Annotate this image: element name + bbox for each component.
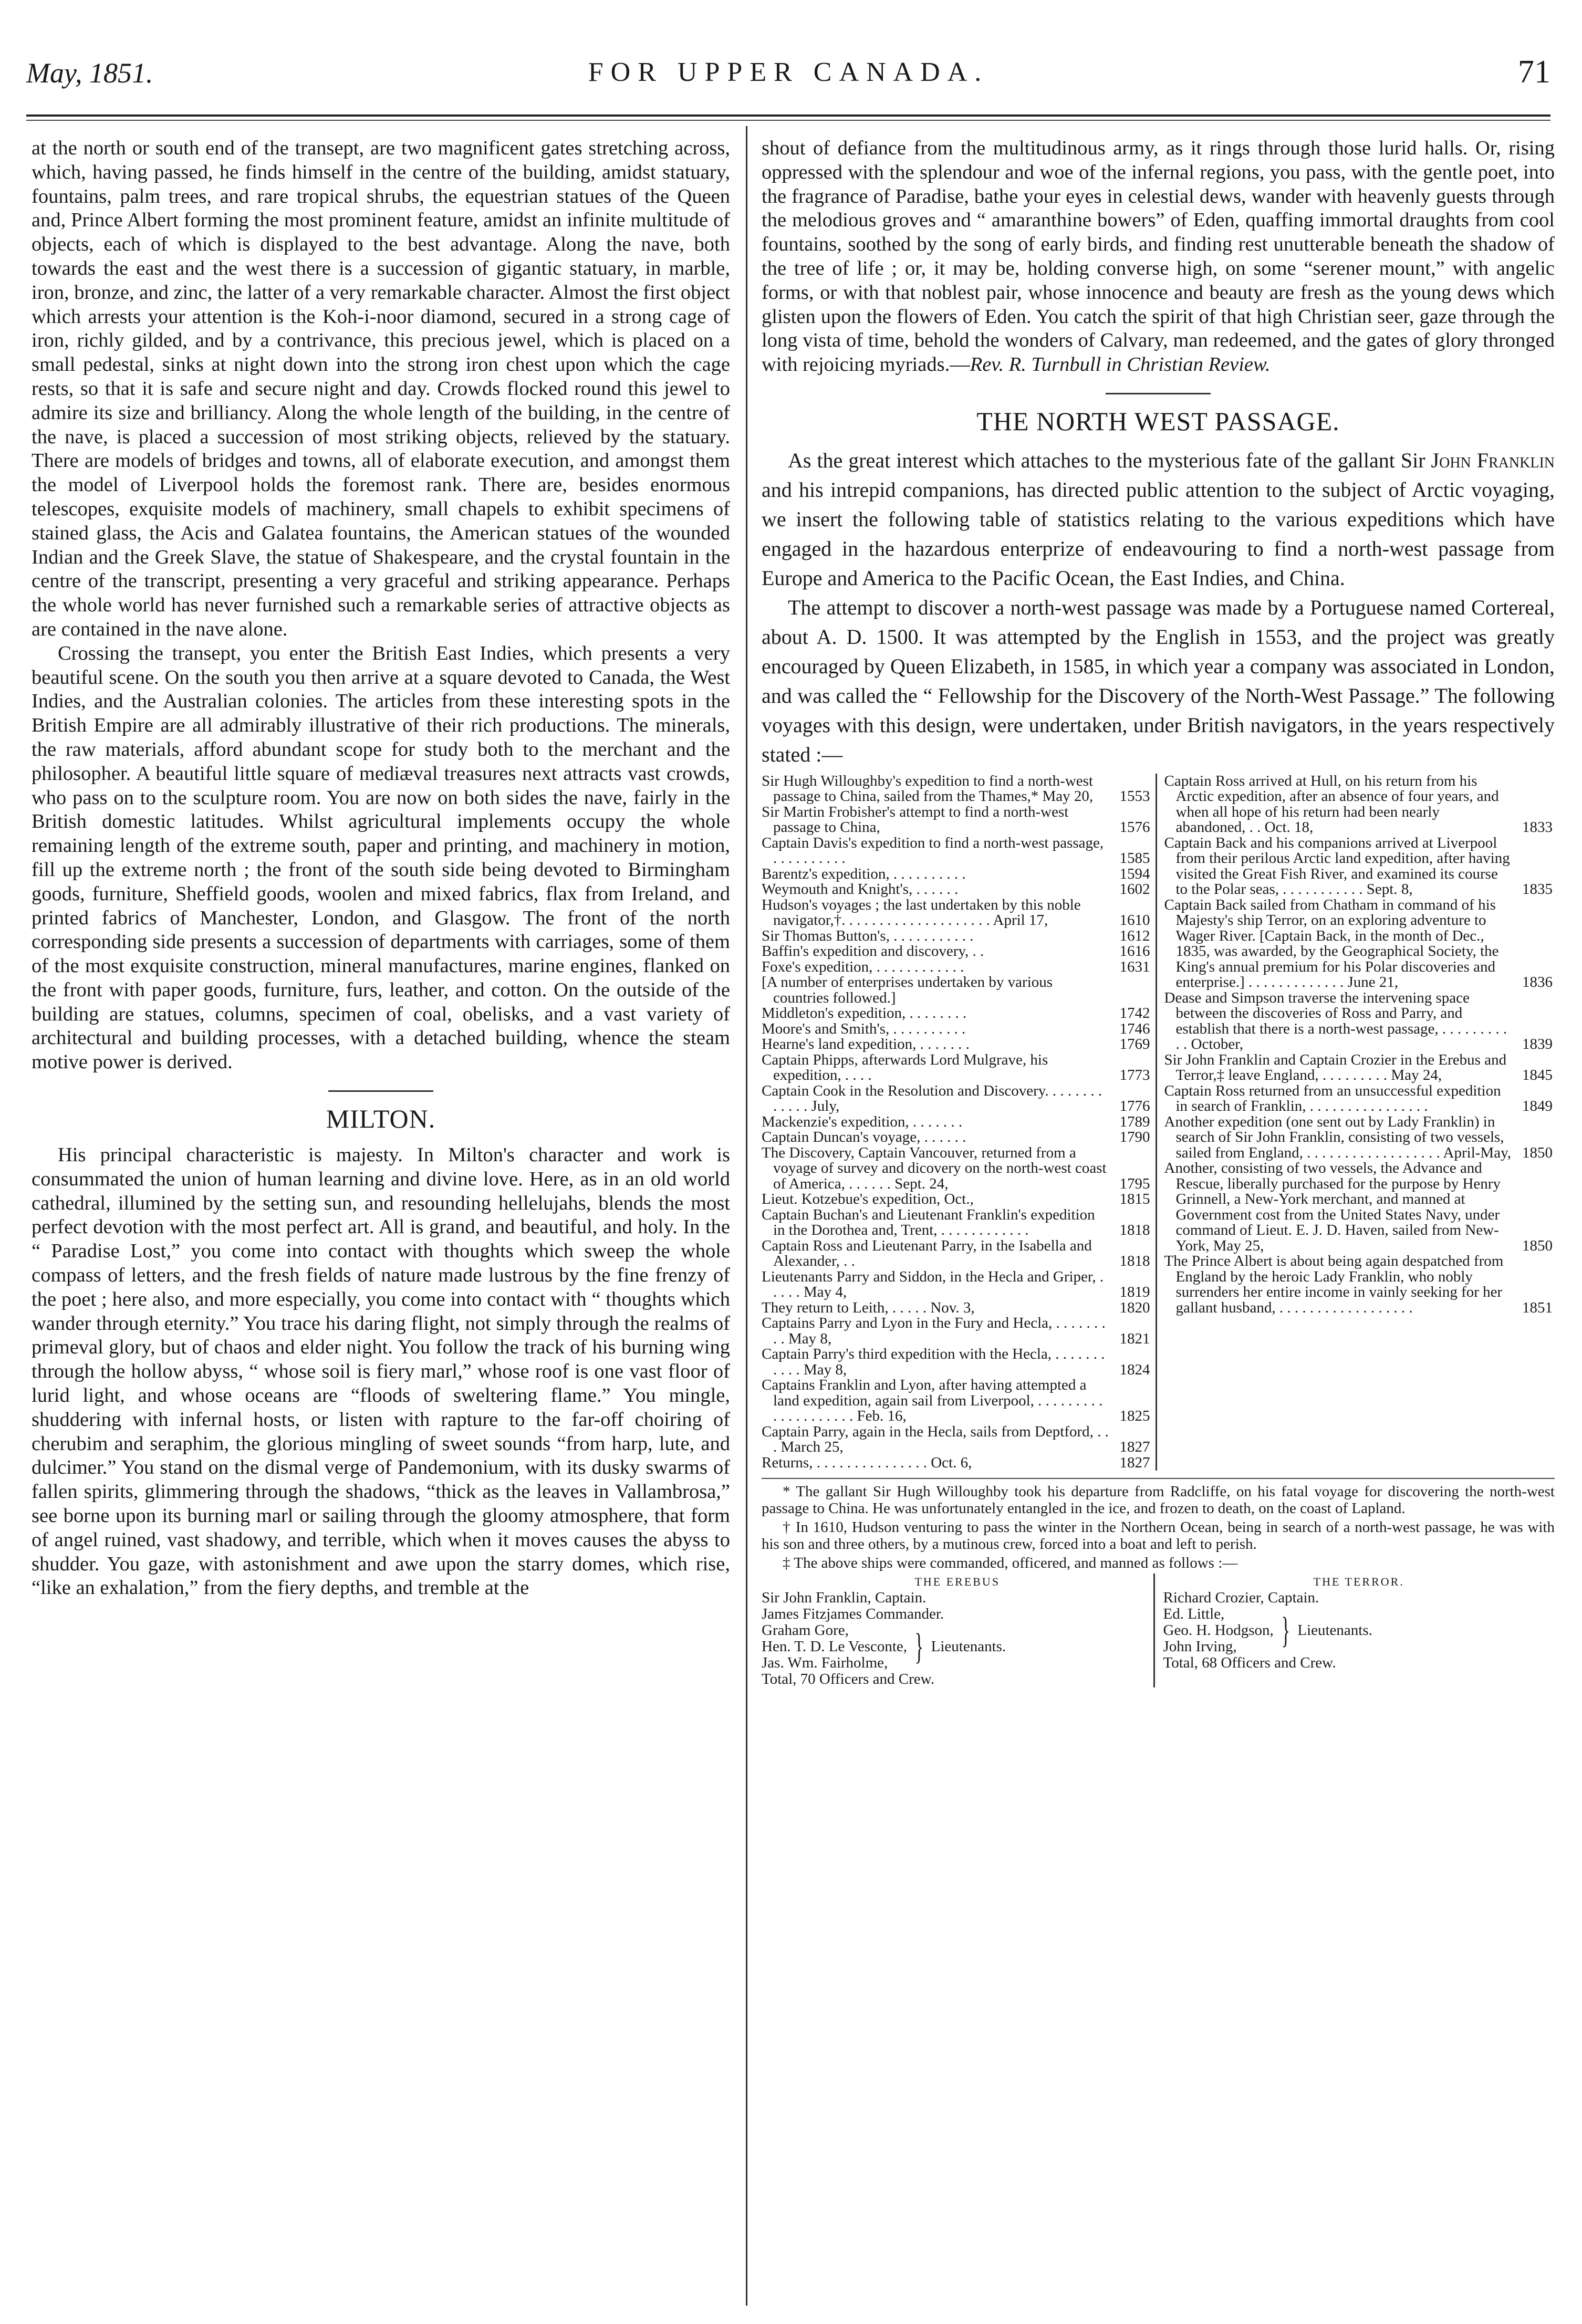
voyage-year: 1833	[1522, 819, 1553, 836]
erebus-crew	[762, 1573, 1153, 1687]
voyage-row	[762, 1052, 1150, 1083]
voyage-row	[762, 805, 1150, 836]
voyage-description: Captain Parry, again in the Hecla, sails from Deptford, . . . March 25,	[762, 1423, 1109, 1456]
milton-credit: Rev. R. Turnbull in Christian Review.	[970, 353, 1271, 376]
voyage-description: Sir Martin Frobisher's attempt to find a north-west passage to China,	[762, 803, 1069, 836]
voyage-description: Another expedition (one sent out by Lady Franklin) in search of Sir John Franklin, consisting of two vessels, sailed from England, . . . . . . . . . . . . . . . . . . April-May,	[1164, 1113, 1511, 1161]
voyage-row	[762, 929, 1150, 944]
voyages-table	[762, 774, 1555, 1471]
voyage-description: Sir John Franklin and Captain Crozier in the Erebus and Terror,‡ leave England, . . . . . . . . . May 24,	[1164, 1051, 1507, 1084]
voyage-row	[1164, 1114, 1553, 1161]
voyage-year: 1850	[1522, 1237, 1553, 1254]
voyage-row	[762, 1378, 1150, 1424]
voyage-row	[762, 1130, 1150, 1145]
voyage-row	[762, 774, 1150, 805]
voyage-year: 1746	[1119, 1020, 1150, 1037]
voyage-year: 1795	[1119, 1175, 1150, 1192]
voyage-description: Another, consisting of two vessels, the Advance and Rescue, liberally purchased for the purpose by Henry Grinnell, a New-York merchant, and manned at Government cost from the United States Navy, under command of Lieut. E. J. D. Haven, sailed from New-York, May 25,	[1164, 1160, 1501, 1254]
voyage-year: 1827	[1119, 1439, 1150, 1456]
voyage-description: Hearne's land expedition, . . . . . . .	[762, 1036, 970, 1053]
voyage-year: 1850	[1522, 1144, 1553, 1161]
voyage-row	[762, 1300, 1150, 1316]
voyage-description: [A number of enterprises undertaken by various countries followed.]	[762, 974, 1053, 1006]
voyage-description: Captain Ross and Lieutenant Parry, in the Isabella and Alexander, . .	[762, 1237, 1092, 1270]
header-rule	[26, 114, 1550, 117]
exhibition-paragraph-1: at the north or south end of the transept, are two magnificent gates stretching across, which, having passed, he finds himself in the centre of the building, amidst statuary, fountains, palm trees, and rare tropical shrubs, the equestrian statues of the Queen and, Prince Albert forming the most prominent feature, amidst an infinite multitude of objects, each of which is displayed to the best advantage. Along the nave, both towards the east and the west there is a succession of gigantic statuary, in marble, iron, bronze, and zinc, the latter of a very remarkable character. Almost the first object which arrests your attention is the Koh-i-noor diamond, secured in a strong cage of iron, richly gilded, and by a contrivance, this precious jewel, which is placed on a small pedestal, sinks at night down into the strong iron chest upon which the cage rests, so that it is safe and secure night and day. Crowds flocked round this jewel to admire its size and brilliancy. Along the whole length of the building, in the centre of the nave, is placed a succession of most striking objects, relieved by the statuary. There are models of bridges and towns, all of elaborate execution, and amongst them the model of Liverpool holds the foremost rank. There are, besides enormous telescopes, exquisite models of machinery, small chapels to exhibit specimens of stained glass, the Acis and Galatea fountains, the American statues of the wounded Indian and the Greek Slave, the statue of Shakespeare, and the crystal fountain in the centre of the transcript, presenting a very graceful and striking appearance. Perhaps the whole world has never furnished such a remarkable series of attractive objects as are contained in the nave alone.	[32, 137, 730, 640]
terror-captain: Richard Crozier, Captain.	[1163, 1589, 1319, 1607]
voyage-description: Dease and Simpson traverse the intervening space between the discoveries of Ross and Parry, and establish that there is a north-west passage, . . . . . . . . . . . October,	[1164, 989, 1507, 1053]
nwp-history-paragraph: The attempt to discover a north-west passage was made by a Portuguese named Cortereal, about A. D. 1500. It was attempted by the English in 1553, and the project was greatly encouraged by Queen Elizabeth, in 1585, in which year a company was associated in London, and was called the “ Fellowship for the Discovery of the North-West Passage.” The following voyages with this design, were undertaken, under British navigators, in the years respectively stated :—	[762, 595, 1555, 766]
voyage-year: 1818	[1119, 1253, 1150, 1270]
voyage-year: 1742	[1119, 1005, 1150, 1022]
voyage-description: Captain Parry's third expedition with the Hecla, . . . . . . . . . . . May 8,	[762, 1346, 1105, 1378]
erebus-lieutenants	[762, 1622, 1153, 1671]
right-column	[762, 137, 1555, 1687]
voyage-year: 1820	[1119, 1299, 1150, 1316]
voyage-description: Captains Franklin and Lyon, after having attempted a land expedition, again sail from Liverpool, . . . . . . . . . . . . . . . . . . . . Feb. 16,	[762, 1377, 1103, 1425]
voyage-row	[1164, 1161, 1553, 1254]
terror-crew	[1153, 1573, 1555, 1687]
voyage-year: 1849	[1522, 1098, 1553, 1115]
voyage-description: Middleton's expedition, . . . . . . . .	[762, 1005, 967, 1022]
voyage-year: 1631	[1119, 958, 1150, 975]
voyage-year: 1790	[1119, 1129, 1150, 1146]
voyage-year: 1835	[1522, 881, 1553, 898]
voyage-row	[762, 882, 1150, 898]
voyage-row	[762, 1207, 1150, 1238]
page-number: 71	[1518, 54, 1550, 90]
voyage-row	[1164, 1254, 1553, 1316]
voyage-description: Captains Parry and Lyon in the Fury and Hecla, . . . . . . . . . May 8,	[762, 1315, 1106, 1347]
voyage-year: 1845	[1522, 1067, 1553, 1084]
erebus-lieutenant: Jas. Wm. Fairholme,	[762, 1654, 888, 1672]
voyage-description: Weymouth and Knight's, . . . . . .	[762, 881, 959, 898]
voyage-row	[1164, 1083, 1553, 1114]
nwp-intro-text-a: As the great interest which attaches to the mysterious fate of the gallant Sir	[788, 448, 1431, 472]
exhibition-paragraph-2: Crossing the transept, you enter the British East Indies, which presents a very beautiful scene. On the south you then arrive at a square devoted to Canada, the West Indies, and the Australian colonies. The articles from these interesting spots in the British Empire are all admirably illustrative of their rich productions. The minerals, the raw materials, afford abundant scope for study both to the merchant and the philosopher. A beautiful little square of mediæval treasures next attracts vast crowds, who pass on to the sculpture room. You are now on both sides the nave, fairly in the British domestic latitudes. Whilst agricultural implements occupy the whole remaining length of the extreme south, paper and printing, and machinery in motion, fill up the extreme north ; the front of the south side being devoted to Birmingham goods, furniture, Sheffield goods, woolen and mixed fabrics, flax from Ireland, and printed fabrics of Manchester, London, and Glasgow. The front of the north corresponding side presents a succession of departments with carriages, some of them of the most exquisite construction, mineral manufactures, marine engines, flanked on the front with paper goods, furniture, furs, leather, and cotton. On the outside of the building are statues, columns, specimen of coal, obelisks, and a vast variety of architectural and building processes, with a detached building, whence the steam motive power is derived.	[32, 642, 730, 1074]
voyage-year: 1553	[1119, 788, 1150, 805]
erebus-lieutenants-label: Lieutenants.	[931, 1638, 1006, 1655]
voyage-description: Barentz's expedition, . . . . . . . . . .	[762, 865, 966, 882]
voyage-year: 1821	[1119, 1330, 1150, 1347]
north-west-passage-heading: THE NORTH WEST PASSAGE.	[976, 406, 1340, 436]
erebus-lieutenant: Hen. T. D. Le Vesconte,	[762, 1638, 908, 1655]
terror-lieutenants	[1163, 1606, 1555, 1655]
erebus-lieutenant: Graham Gore,	[762, 1622, 849, 1639]
voyage-row	[762, 1347, 1150, 1378]
brace-icon: }	[914, 1626, 924, 1667]
voyage-description: Hudson's voyages ; the last undertaken by this noble navigator,†. . . . . . . . . . . . . . . . . . . . April 17,	[762, 896, 1081, 929]
voyage-description: The Discovery, Captain Vancouver, returned from a voyage of survey and dicovery on the north-west coast of America, . . . . . . Sept. 24,	[762, 1144, 1107, 1192]
voyage-description: Sir Hugh Willoughby's expedition to find a north-west passage to China, sailed from the Thames,* May 20,	[762, 772, 1094, 805]
voyage-row	[762, 1455, 1150, 1471]
footnotes	[762, 1478, 1555, 1571]
voyage-row	[762, 1269, 1150, 1300]
voyage-year: 1824	[1119, 1361, 1150, 1378]
voyage-description: Captain Ross arrived at Hull, on his return from his Arctic expedition, after an absence of four years, and when all hope of his return had been nearly abandoned, . . Oct. 18,	[1164, 772, 1499, 836]
header-rule-thin	[26, 120, 1550, 121]
running-title: FOR UPPER CANADA.	[588, 57, 989, 87]
voyage-description: Mackenzie's expedition, . . . . . . .	[762, 1113, 963, 1130]
milton-continuation-text: shout of defiance from the multitudinous army, as it rings through those lurid halls. Or, rising oppressed with the splendour and woe of the infernal regions, you pass, with the gentle poet, into the fragrance of Paradise, bathe your eyes in celestial dews, wander with heavenly guests through the melodious groves and “ amaranthine bowers” of Eden, quaffing immortal draughts from cool fountains, soothed by the song of early birds, and finding rest unutterable beneath the shadow of the tree of life ; or, it may be, holding converse high, on some “serener mount,” with angelic forms, or with that noblest pair, whose innocence and beauty are fresh as the young dews which glisten upon the flowers of Eden. You catch the spirit of that high Christian seer, gaze through the long vista of time, behold the wonders of Calvary, man redeemed, and the gates of glory thronged with rejoicing myriads.—	[762, 137, 1555, 376]
footnote-hudson: † In 1610, Hudson venturing to pass the winter in the Northern Ocean, being in search of a north-west passage, he was with his son and three others, by a mutinous crew, forced into a boat and left to perish.	[762, 1519, 1555, 1553]
voyage-year: 1594	[1119, 865, 1150, 882]
voyage-description: Foxe's expedition, . . . . . . . . . . . .	[762, 958, 964, 975]
voyage-row	[1164, 836, 1553, 898]
nwp-intro-text-b: and his intrepid companions, has directed public attention to the subject of Arctic voyaging, we insert the following table of statistics relating to the various expeditions which have engaged in the hazardous enterprize of endeavouring to find a north-west passage from Europe and America to the Pacific Ocean, the East Indies, and China.	[762, 477, 1555, 590]
franklin-name: John Franklin	[1431, 448, 1555, 472]
voyage-description: Captain Ross returned from an unsuccessful expedition in search of Franklin, . . . . . . . . . . . . . . . .	[1164, 1082, 1501, 1115]
section-divider	[328, 1090, 433, 1092]
left-column	[32, 137, 730, 1600]
voyage-row	[762, 836, 1150, 867]
voyage-year: 1815	[1119, 1191, 1150, 1208]
voyage-year: 1789	[1119, 1113, 1150, 1130]
voyage-row	[1164, 1052, 1553, 1083]
terror-total: Total, 68 Officers and Crew.	[1163, 1654, 1336, 1672]
erebus-captain: Sir John Franklin, Captain.	[762, 1589, 927, 1607]
section-divider	[1106, 393, 1211, 394]
milton-continuation	[762, 137, 1555, 377]
voyage-row	[762, 1114, 1150, 1130]
brace-icon: }	[1281, 1610, 1290, 1651]
voyage-row	[762, 1022, 1150, 1037]
voyage-description: Captain Davis's expedition to find a north-west passage, . . . . . . . . . .	[762, 834, 1104, 867]
voyage-row	[762, 975, 1150, 1006]
voyage-row	[762, 898, 1150, 929]
voyage-year: 1776	[1119, 1098, 1150, 1115]
terror-lieutenant: John Irving,	[1163, 1638, 1237, 1655]
footnote-willoughby: * The gallant Sir Hugh Willoughby took his departure from Radcliffe, on his fatal voyage for discovering the north-west passage to China. He was unfortunately entangled in the ice, and frozen to death, on the coast of Lapland.	[762, 1483, 1555, 1517]
voyage-row	[762, 1006, 1150, 1022]
voyage-year: 1819	[1119, 1284, 1150, 1301]
voyage-row	[762, 1192, 1150, 1207]
page-header	[26, 47, 1550, 105]
voyage-year: 1576	[1119, 819, 1150, 836]
milton-heading: MILTON.	[326, 1104, 436, 1134]
terror-heading: THE TERROR.	[1313, 1575, 1404, 1589]
voyage-year: 1773	[1119, 1067, 1150, 1084]
voyage-description: Lieutenants Parry and Siddon, in the Hecla and Griper, . . . . . May 4,	[762, 1268, 1104, 1301]
terror-lieutenants-label: Lieutenants.	[1297, 1622, 1372, 1639]
voyage-row	[762, 960, 1150, 975]
voyage-year: 1825	[1119, 1408, 1150, 1425]
voyage-row	[762, 1316, 1150, 1347]
voyage-description: Sir Thomas Button's, . . . . . . . . . . .	[762, 927, 974, 944]
voyage-row	[1164, 774, 1553, 836]
voyage-description: Captain Buchan's and Lieutenant Franklin's expedition in the Dorothea and, Trent, . . . . . . . . . . . .	[762, 1206, 1095, 1239]
voyage-description: Lieut. Kotzebue's expedition, Oct.,	[762, 1191, 974, 1208]
voyage-year: 1851	[1522, 1299, 1553, 1316]
erebus-commander: James Fitzjames Commander.	[762, 1606, 944, 1623]
voyage-description: Baffin's expedition and discovery, . .	[762, 943, 984, 960]
voyage-row	[1164, 898, 1553, 991]
erebus-heading: THE EREBUS	[914, 1575, 1001, 1589]
voyage-description: Returns, . . . . . . . . . . . . . . . Oct. 6,	[762, 1454, 972, 1471]
voyage-year: 1610	[1119, 912, 1150, 929]
voyage-description: The Prince Albert is about being again despatched from England by the heroic Lady Franklin, who nobly surrenders her entire income in vainly seeking for her gallant husband, . . . . . . . . . . . . . . . . . .	[1164, 1253, 1504, 1316]
voyages-column-left	[762, 774, 1156, 1471]
voyage-description: Captain Duncan's voyage, . . . . . .	[762, 1129, 966, 1146]
milton-paragraph: His principal characteristic is majesty. In Milton's character and work is consummated the union of human learning and divine love. Here, as in an old world cathedral, illumined by the setting sun, and resounding hellelujahs, blends the most perfect devotion with the most perfect art. All is grand, and beautiful, and holy. In the “ Paradise Lost,” you come into contact with thoughts which sweep the whole compass of letters, and the fresh fields of nature made lustrous by the fine frenzy of the poet ; here also, and more especially, you come into contact with “ thoughts which wander through eternity.” You trace his daring flight, not simply through the realms of primeval glory, but of chaos and elder night. You follow the track of his burning wing through the hollow abyss, “ whose soil is fiery marl,” whose roof is one vast floor of lurid light, and whose oceans are “floods of sweltering flame.” You mingle, shuddering with infernal hosts, or listen with rapture to the far-off choiring of cherubim and seraphim, the glorious mingling of sweet sounds “from harp, lute, and dulcimer.” You stand on the dismal verge of Pandemonium, with its dusky swarms of fallen spirits, glimmering through the shadows, “thick as the leaves in Vallambrosa,” see borne upon its burning marl or sailing through the gloomy atmosphere, that form of angel ruined, vast shadowy, and terrible, which when it moves causes the abyss to shudder. You gaze, with astonishment and awe upon the starry domes, which rise, “like an exhalation,” from the fiery depths, and tremble at the	[32, 1144, 730, 1599]
voyage-year: 1585	[1119, 850, 1150, 867]
voyage-description: Captain Back and his companions arrived at Liverpool from their perilous Arctic land expedition, after having visited the Great Fish River, and examined its course to the Polar seas, . . . . . . . . . . . Sept. 8,	[1164, 834, 1510, 898]
voyage-description: Moore's and Smith's, . . . . . . . . . .	[762, 1020, 966, 1037]
voyage-year: 1818	[1119, 1222, 1150, 1239]
crew-lists	[762, 1573, 1555, 1687]
voyage-row	[1164, 991, 1553, 1052]
voyage-year: 1612	[1119, 927, 1150, 944]
nwp-intro-paragraph	[762, 446, 1555, 593]
voyage-row	[762, 1238, 1150, 1269]
voyage-row	[762, 1424, 1150, 1455]
voyage-year: 1616	[1119, 943, 1150, 960]
terror-lieutenant: Geo. H. Hodgson,	[1163, 1622, 1274, 1639]
issue-date: May, 1851.	[26, 57, 153, 89]
terror-lieutenant: Ed. Little,	[1163, 1606, 1225, 1623]
voyages-column-right	[1156, 774, 1555, 1471]
voyage-description: Captain Phipps, afterwards Lord Mulgrave, his expedition, . . . .	[762, 1051, 1048, 1084]
voyage-year: 1827	[1119, 1454, 1150, 1471]
voyage-row	[762, 1145, 1150, 1192]
voyage-year: 1836	[1522, 974, 1553, 991]
voyage-row	[762, 944, 1150, 960]
column-divider	[746, 126, 747, 2306]
voyage-row	[762, 867, 1150, 882]
erebus-total: Total, 70 Officers and Crew.	[762, 1671, 934, 1688]
voyage-year: 1769	[1119, 1036, 1150, 1053]
voyage-description: Captain Back sailed from Chatham in command of his Majesty's ship Terror, on an exploring adventure to Wager River. [Captain Back, in the month of Dec., 1835, was awarded, by the Geographical Society, the King's annual premium for his Polar discoveries and enterprise.] . . . . . . . . . . . . . June 21,	[1164, 896, 1499, 991]
voyage-row	[762, 1037, 1150, 1052]
voyage-description: Captain Cook in the Resolution and Discovery. . . . . . . . . . . . . July,	[762, 1082, 1102, 1115]
voyage-row	[762, 1083, 1150, 1114]
voyage-description: They return to Leith, . . . . . Nov. 3,	[762, 1299, 975, 1316]
voyage-year: 1839	[1522, 1036, 1553, 1053]
voyage-year: 1602	[1119, 881, 1150, 898]
footnote-ships: ‡ The above ships were commanded, officered, and manned as follows :—	[783, 1555, 1238, 1572]
